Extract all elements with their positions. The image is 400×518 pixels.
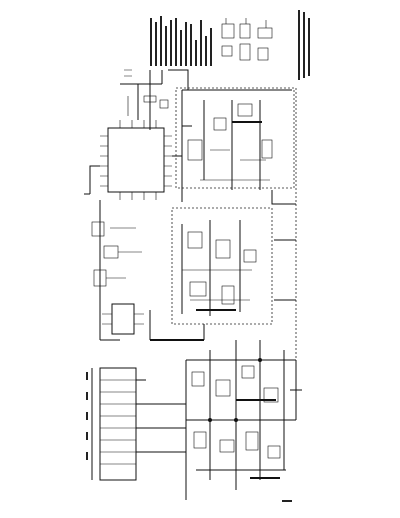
middle-wiring	[146, 310, 204, 452]
connector-strip-left	[86, 368, 146, 480]
dashed-module-middle	[172, 208, 272, 324]
footer-mark	[282, 500, 292, 502]
power-section	[182, 90, 292, 202]
top-right-note	[298, 10, 310, 80]
upper-wiring	[120, 70, 188, 130]
dashed-module-upper	[176, 88, 294, 188]
ic-pins	[100, 120, 172, 200]
notes-block	[150, 16, 212, 66]
output-stage-lower	[186, 340, 302, 500]
right-bus	[272, 88, 296, 388]
legend-block	[222, 18, 272, 60]
connector-labels	[86, 372, 88, 460]
left-column	[92, 200, 144, 340]
notes-text-lines	[150, 16, 212, 66]
